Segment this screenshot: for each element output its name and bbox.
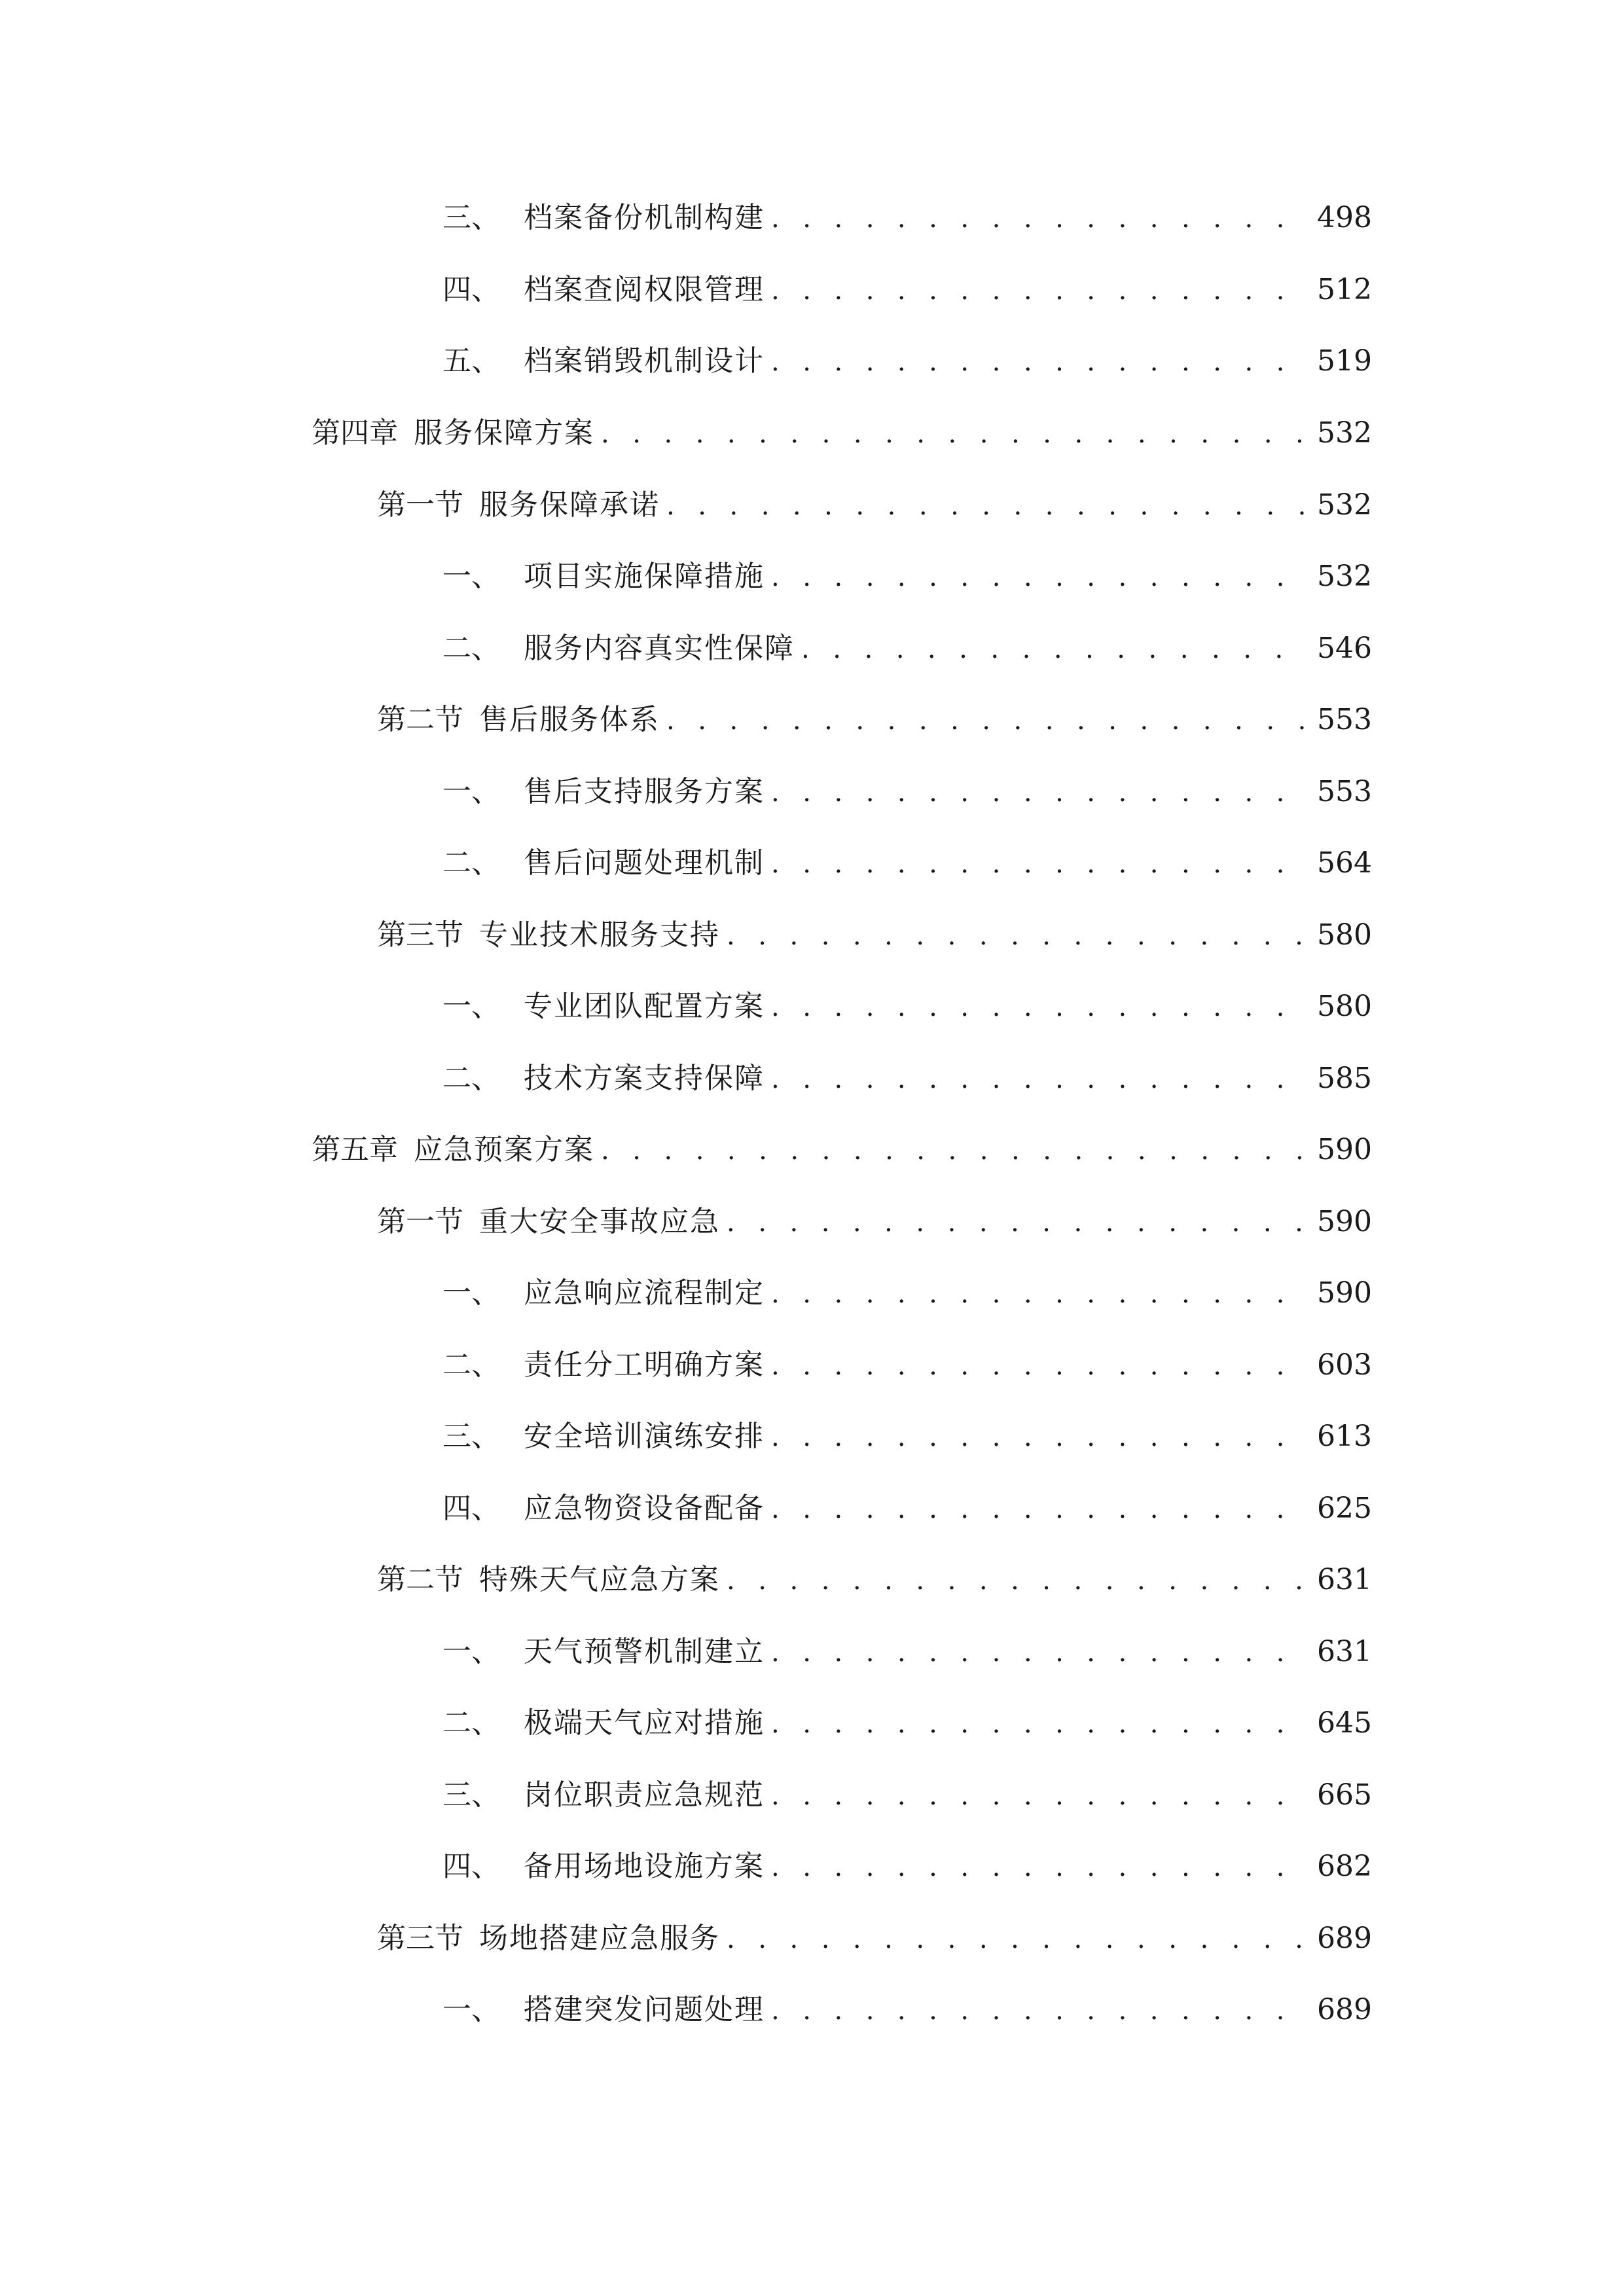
toc-entry-title: 服务保障方案 [414,416,594,450]
toc-dot-leader [601,1124,1308,1177]
toc-dot-leader [666,480,1308,532]
toc-entry-title: 极端天气应对措施 [524,1706,765,1740]
toc-entry-number: 四、 [442,273,500,306]
toc-entry-page: 498 [1317,201,1372,234]
toc-chapter-entry[interactable] [312,407,1372,459]
toc-entry[interactable] [442,622,1372,675]
toc-entry-number: 一、 [442,775,500,808]
toc-entry-title: 特殊天气应急方案 [479,1563,720,1596]
toc-dot-leader [771,1626,1308,1679]
toc-entry-title: 应急预案方案 [414,1133,594,1166]
toc-entry-number: 二、 [442,632,500,665]
toc-entry[interactable] [442,1626,1372,1678]
toc-entry-number: 第五章 [312,1133,398,1166]
toc-entry-title: 责任分工明确方案 [524,1348,765,1382]
toc-entry-title: 档案备份机制构建 [524,201,765,234]
toc-section-entry[interactable] [377,694,1372,746]
toc-entry-page: 564 [1317,846,1372,880]
toc-entry[interactable] [442,1339,1372,1391]
toc-entry-page: 689 [1317,1922,1372,1955]
toc-entry-page: 665 [1317,1778,1372,1812]
toc-entry-page: 613 [1317,1420,1372,1453]
toc-entry-page: 625 [1317,1492,1372,1525]
toc-entry-title: 备用场地设施方案 [524,1850,765,1883]
toc-section-entry[interactable] [377,1196,1372,1248]
toc-entry-page: 590 [1317,1276,1372,1310]
toc-entry-page: 585 [1317,1062,1372,1095]
toc-entry-page: 532 [1317,488,1372,522]
toc-dot-leader [771,551,1308,603]
toc-entry-title: 售后问题处理机制 [524,846,765,880]
toc-entry-number: 第一节 [377,488,463,522]
toc-entry-number: 第三节 [377,1922,463,1955]
toc-entry-title: 专业技术服务支持 [479,918,720,952]
toc-entry[interactable] [442,766,1372,818]
toc-entry-title: 专业团队配置方案 [524,990,765,1023]
toc-entry[interactable] [442,1697,1372,1749]
toc-entry-title: 安全培训演练安排 [524,1420,765,1453]
toc-entry-page: 590 [1317,1205,1372,1238]
toc-entry-page: 519 [1317,344,1372,378]
toc-entry-title: 天气预警机制建立 [524,1635,765,1668]
toc-entry[interactable] [442,1482,1372,1535]
toc-dot-leader [771,1984,1308,2037]
toc-dot-leader [666,694,1308,747]
toc-dot-leader [601,408,1308,460]
toc-dot-leader [771,1770,1308,1822]
toc-entry-number: 三、 [442,201,500,234]
toc-entry-page: 590 [1317,1133,1372,1166]
toc-entry-number: 一、 [442,1276,500,1310]
toc-entry-number: 二、 [442,1706,500,1740]
toc-entry-number: 四、 [442,1492,500,1525]
toc-entry-number: 一、 [442,1635,500,1668]
toc-entry[interactable] [442,1984,1372,2036]
toc-dot-leader [771,1411,1308,1463]
toc-entry-page: 512 [1317,273,1372,306]
toc-dot-leader [801,623,1308,675]
toc-dot-leader [771,192,1308,245]
toc-entry-page: 532 [1317,416,1372,450]
toc-entry-title: 档案查阅权限管理 [524,273,765,306]
toc-entry-number: 第三节 [377,918,463,952]
toc-entry[interactable] [442,264,1372,316]
toc-entry-number: 二、 [442,1062,500,1095]
toc-dot-leader [727,910,1308,962]
toc-section-entry[interactable] [377,1912,1372,1965]
toc-entry-number: 第二节 [377,1563,463,1596]
toc-entry-title: 档案销毁机制设计 [524,344,765,378]
toc-dot-leader [771,1483,1308,1535]
toc-entry-page: 603 [1317,1348,1372,1382]
toc-entry-title: 岗位职责应急规范 [524,1778,765,1812]
toc-entry[interactable] [442,1769,1372,1821]
toc-dot-leader [727,1554,1308,1607]
toc-entry-title: 服务保障承诺 [479,488,660,522]
toc-entry-title: 项目实施保障措施 [524,560,765,593]
toc-entry-page: 553 [1317,703,1372,736]
toc-entry-number: 一、 [442,1993,500,2026]
toc-dot-leader [771,838,1308,890]
toc-entry-number: 五、 [442,344,500,378]
toc-entry[interactable] [442,550,1372,603]
toc-entry[interactable] [442,980,1372,1033]
toc-entry[interactable] [442,1840,1372,1893]
toc-entry-title: 售后支持服务方案 [524,775,765,808]
toc-chapter-entry[interactable] [312,1124,1372,1176]
toc-entry[interactable] [442,1410,1372,1463]
toc-entry-title: 应急物资设备配备 [524,1492,765,1525]
toc-entry-page: 689 [1317,1993,1372,2026]
toc-entry-number: 三、 [442,1420,500,1453]
toc-entry[interactable] [442,1267,1372,1319]
toc-entry-number: 一、 [442,990,500,1023]
toc-entry-number: 第二节 [377,703,463,736]
toc-entry-page: 532 [1317,560,1372,593]
toc-entry-page: 631 [1317,1563,1372,1596]
toc-entry-number: 一、 [442,560,500,593]
toc-entry-page: 580 [1317,918,1372,952]
toc-dot-leader [727,1913,1308,1965]
toc-entry-page: 682 [1317,1850,1372,1883]
toc-entry-number: 四、 [442,1850,500,1883]
toc-entry-number: 二、 [442,846,500,880]
toc-entry-number: 第四章 [312,416,398,450]
toc-entry[interactable] [442,335,1372,387]
toc-dot-leader [771,1841,1308,1893]
toc-entry-page: 553 [1317,775,1372,808]
toc-section-entry[interactable] [377,479,1372,531]
toc-entry-page: 546 [1317,632,1372,665]
toc-entry-title: 售后服务体系 [479,703,660,736]
toc-entry-number: 第一节 [377,1205,463,1238]
toc-entry-page: 580 [1317,990,1372,1023]
toc-entry-title: 场地搭建应急服务 [479,1922,720,1955]
toc-section-entry[interactable] [377,909,1372,961]
toc-dot-leader [771,1053,1308,1105]
toc-dot-leader [771,1268,1308,1320]
toc-entry-title: 服务内容真实性保障 [524,632,795,665]
toc-entry[interactable] [442,192,1372,244]
toc-dot-leader [771,336,1308,388]
toc-dot-leader [771,1340,1308,1392]
toc-section-entry[interactable] [377,1554,1372,1606]
toc-entry-title: 搭建突发问题处理 [524,1993,765,2026]
toc-dot-leader [771,766,1308,819]
toc-entry-title: 技术方案支持保障 [524,1062,765,1095]
toc-entry-page: 631 [1317,1635,1372,1668]
toc-entry[interactable] [442,1052,1372,1105]
toc-entry[interactable] [442,837,1372,889]
toc-entry-title: 应急响应流程制定 [524,1276,765,1310]
toc-entry-number: 二、 [442,1348,500,1382]
toc-dot-leader [771,981,1308,1033]
toc-dot-leader [727,1196,1308,1249]
toc-entry-number: 三、 [442,1778,500,1812]
toc-dot-leader [771,264,1308,317]
toc-entry-page: 645 [1317,1706,1372,1740]
toc-entry-title: 重大安全事故应急 [479,1205,720,1238]
toc-dot-leader [771,1698,1308,1750]
